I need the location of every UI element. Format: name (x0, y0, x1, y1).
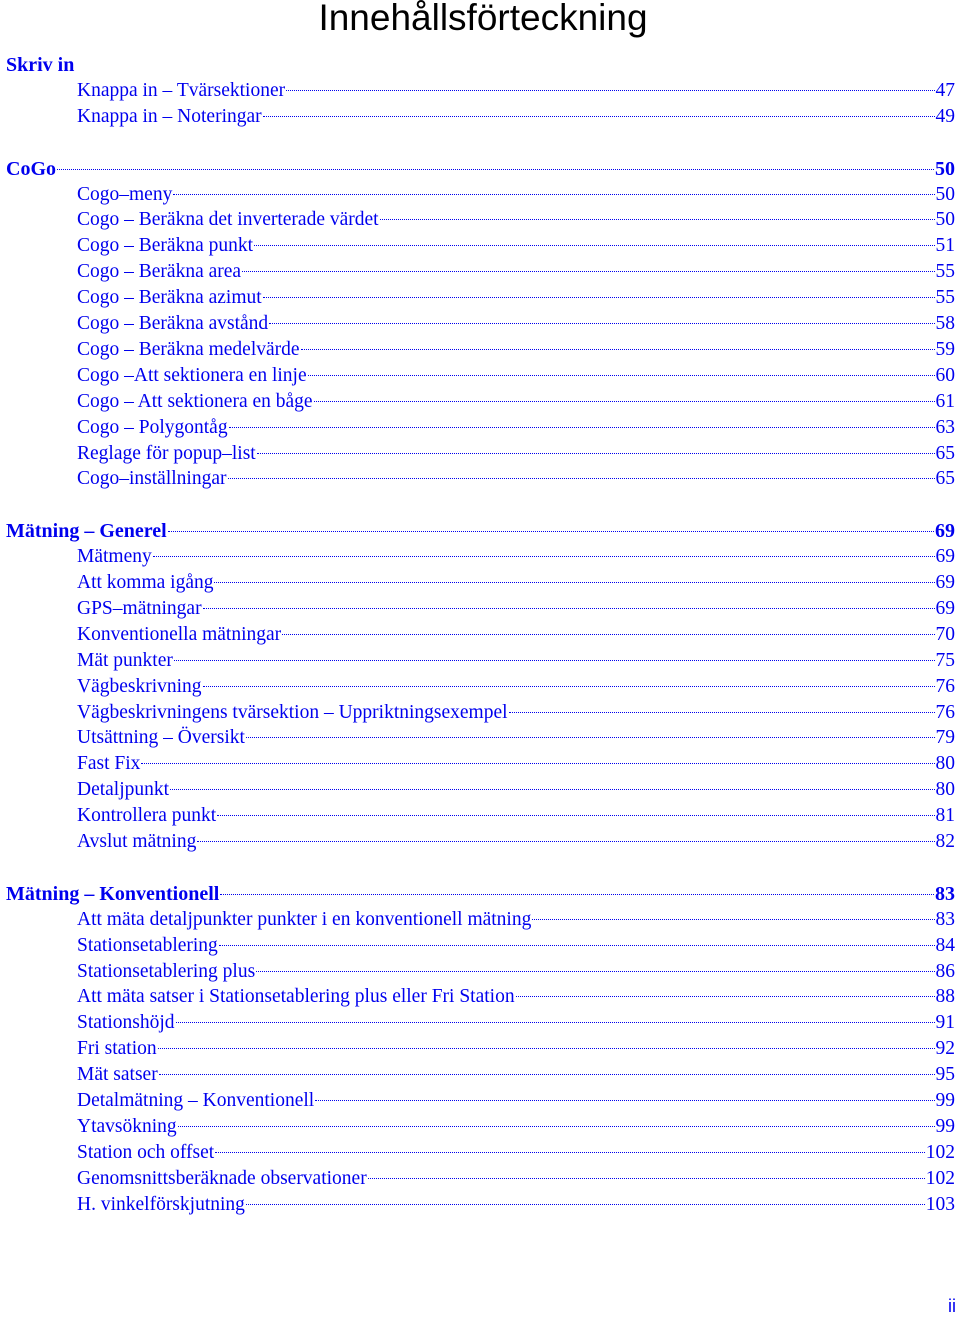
toc-entry-page: 58 (935, 313, 955, 334)
toc-entry-page: 50 (935, 158, 955, 180)
toc-leader-dots (197, 841, 934, 842)
toc-entry[interactable] (77, 700, 955, 726)
toc-section-entry[interactable] (6, 156, 955, 182)
toc-leader-dots (516, 996, 935, 997)
toc-entry[interactable] (77, 78, 955, 104)
toc-entry[interactable] (77, 907, 955, 933)
toc-leader-dots (315, 1100, 934, 1101)
toc-entry[interactable] (77, 674, 955, 700)
toc-entry[interactable] (77, 104, 955, 130)
toc-entry-page: 70 (935, 624, 955, 645)
toc-entry-page: 79 (935, 727, 955, 748)
toc-entry[interactable] (77, 389, 955, 415)
toc-leader-dots (380, 219, 935, 220)
toc-leader-dots (257, 453, 935, 454)
toc-entry[interactable] (77, 829, 955, 855)
toc-entry-title: Stationsetablering plus (77, 961, 256, 982)
toc-leader-dots (308, 375, 935, 376)
toc-entry-page: 51 (935, 235, 955, 256)
toc-entry-title: CoGo (6, 158, 56, 180)
toc-entry-title: Cogo – Beräkna punkt (77, 235, 254, 256)
toc-leader-dots (203, 608, 935, 609)
toc-leader-dots (176, 1022, 935, 1023)
toc-entry-page: 99 (935, 1116, 955, 1137)
toc-entry-title: Stationsetablering (77, 935, 218, 956)
toc-entry[interactable] (77, 441, 955, 467)
toc-entry-page: 75 (935, 650, 955, 671)
page-title: Innehållsförteckning (318, 0, 648, 38)
toc-leader-dots (263, 116, 935, 117)
toc-entry-page: 49 (935, 106, 955, 127)
toc-entry-page: 80 (935, 779, 955, 800)
toc-entry-title: Cogo – Beräkna avstånd (77, 313, 269, 334)
toc-entry[interactable] (77, 725, 955, 751)
toc-entry[interactable] (77, 648, 955, 674)
toc-leader-dots (269, 323, 934, 324)
toc-entry-page: 50 (935, 209, 955, 230)
toc-entry-page: 95 (935, 1064, 955, 1085)
toc-entry[interactable] (77, 415, 955, 441)
toc-entry[interactable] (77, 1192, 955, 1218)
toc-entry-title: Mät punkter (77, 650, 173, 671)
toc-entry-title: Cogo – Polygontåg (77, 417, 228, 438)
toc-leader-dots (254, 245, 934, 246)
toc-entry[interactable] (77, 1036, 955, 1062)
toc-entry-title: Fri station (77, 1038, 157, 1059)
toc-entry-title: Mätning – Generel (6, 520, 167, 542)
toc-entry-page: 76 (935, 702, 955, 723)
toc-entry[interactable] (77, 1114, 955, 1140)
toc-entry-page: 83 (935, 883, 955, 905)
toc-entry-title: Vägbeskrivning (77, 676, 202, 697)
toc-entry[interactable] (77, 1062, 955, 1088)
toc-entry-page: 55 (935, 287, 955, 308)
toc-entry-title: Reglage för popup–list (77, 443, 256, 464)
toc-entry-page: 103 (925, 1194, 955, 1215)
toc-leader-dots (203, 686, 935, 687)
toc-leader-dots (153, 556, 935, 557)
toc-entry-page: 83 (935, 909, 955, 930)
toc-leader-dots (214, 582, 934, 583)
toc-entry-page: 82 (935, 831, 955, 852)
toc-leader-dots (246, 1204, 925, 1205)
toc-entry-page: 99 (935, 1090, 955, 1111)
toc-leader-dots (168, 531, 934, 532)
toc-entry-page: 69 (935, 572, 955, 593)
toc-section-entry[interactable] (6, 881, 955, 907)
toc-section-entry[interactable] (6, 518, 955, 544)
toc-leader-dots (158, 1048, 935, 1049)
toc-leader-dots (286, 90, 934, 91)
toc-entry-title: Station och offset (77, 1142, 215, 1163)
toc-entry-page: 91 (935, 1012, 955, 1033)
toc-entry[interactable] (77, 182, 955, 208)
toc-entry[interactable] (77, 777, 955, 803)
toc-entry-title: Cogo–meny (77, 184, 173, 205)
toc-entry-title: Mät satser (77, 1064, 158, 1085)
toc-entry-page: 88 (935, 986, 955, 1007)
toc-entry-page: 92 (935, 1038, 955, 1059)
toc-entry-title: Konventionella mätningar (77, 624, 282, 645)
toc-entry-page: 102 (925, 1142, 955, 1163)
toc-leader-dots (301, 349, 935, 350)
toc-entry-title: Att mäta detaljpunkter punkter i en konventionell mätning (77, 909, 532, 930)
toc-leader-dots (256, 971, 934, 972)
toc-entry[interactable] (77, 803, 955, 829)
toc-entry-page: 84 (935, 935, 955, 956)
toc-entry-page: 69 (935, 546, 955, 567)
toc-entry-page: 102 (925, 1168, 955, 1189)
toc-entry-title: Fast Fix (77, 753, 141, 774)
toc-leader-dots (314, 401, 935, 402)
toc-entry[interactable] (77, 959, 955, 985)
toc-entry-title: Cogo – Att sektionera en båge (77, 391, 313, 412)
toc-leader-dots (215, 1152, 925, 1153)
toc-entry-page: 55 (935, 261, 955, 282)
toc-entry-title: Ytavsökning (77, 1116, 177, 1137)
toc-entry-title: Avslut mätning (77, 831, 197, 852)
toc-entry-title: Cogo –Att sektionera en linje (77, 365, 307, 386)
toc-entry[interactable] (77, 337, 955, 363)
toc-leader-dots (263, 297, 935, 298)
toc-entry[interactable] (77, 259, 955, 285)
toc-entry[interactable] (77, 466, 955, 492)
toc-entry-title: Knappa in – Tvärsektioner (77, 80, 286, 101)
toc-entry-page: 61 (935, 391, 955, 412)
toc-entry-page: 60 (935, 365, 955, 386)
toc-entry-title: Detaljpunkt (77, 779, 170, 800)
toc-leader-dots (220, 894, 934, 895)
toc-leader-dots (219, 945, 935, 946)
page-number: ii (948, 1296, 956, 1316)
toc-entry[interactable] (77, 596, 955, 622)
toc-leader-dots (509, 712, 935, 713)
toc-entry[interactable] (77, 984, 955, 1010)
toc-entry-title: Detalmätning – Konventionell (77, 1090, 315, 1111)
toc-entry[interactable] (77, 1166, 955, 1192)
toc-leader-dots (159, 1074, 935, 1075)
toc-entry-title: Cogo – Beräkna area (77, 261, 242, 282)
toc-entry[interactable] (77, 207, 955, 233)
toc-group-heading[interactable]: Skriv in (6, 54, 75, 76)
toc-entry-title: Mätning – Konventionell (6, 883, 220, 905)
toc-leader-dots (228, 478, 935, 479)
toc-entry[interactable] (77, 622, 955, 648)
toc-entry[interactable] (77, 570, 955, 596)
toc-leader-dots (368, 1178, 925, 1179)
toc-entry-page: 65 (935, 443, 955, 464)
toc-entry-title: Cogo–inställningar (77, 468, 227, 489)
toc-entry-page: 69 (935, 598, 955, 619)
toc-entry-title: Cogo – Beräkna medelvärde (77, 339, 300, 360)
toc-entry-title: Att komma igång (77, 572, 214, 593)
toc-entry-title: Cogo – Beräkna det inverterade värdet (77, 209, 379, 230)
toc-entry-page: 69 (935, 520, 955, 542)
toc-entry-title: Mätmeny (77, 546, 152, 567)
toc-entry[interactable] (77, 285, 955, 311)
toc-entry-page: 59 (935, 339, 955, 360)
toc-entry-page: 63 (935, 417, 955, 438)
toc-entry-title: Kontrollera punkt (77, 805, 217, 826)
toc-entry[interactable] (77, 1010, 955, 1036)
toc-entry-page: 76 (935, 676, 955, 697)
toc-entry-page: 81 (935, 805, 955, 826)
toc-entry-title: Vägbeskrivningens tvärsektion – Uppriktningsexempel (77, 702, 508, 723)
toc-entry-title: GPS–mätningar (77, 598, 202, 619)
toc-leader-dots (246, 737, 935, 738)
toc-entry-title: Genomsnittsberäknade observationer (77, 1168, 367, 1189)
toc-entry-title: Cogo – Beräkna azimut (77, 287, 262, 308)
toc-leader-dots (282, 634, 934, 635)
toc-leader-dots (242, 271, 934, 272)
toc-entry[interactable] (77, 751, 955, 777)
toc-leader-dots (173, 194, 934, 195)
toc-leader-dots (57, 169, 934, 170)
toc-entry[interactable] (77, 363, 955, 389)
toc-entry-title: Utsättning – Översikt (77, 727, 245, 748)
toc-leader-dots (217, 815, 934, 816)
toc-entry-page: 65 (935, 468, 955, 489)
toc-leader-dots (532, 919, 934, 920)
toc-leader-dots (178, 1126, 935, 1127)
toc-entry[interactable] (77, 544, 955, 570)
toc-entry-title: H. vinkelförskjutning (77, 1194, 245, 1215)
toc-entry[interactable] (77, 311, 955, 337)
toc-entry-page: 47 (935, 80, 955, 101)
toc-entry-page: 86 (935, 961, 955, 982)
toc-leader-dots (170, 789, 934, 790)
toc-entry-page: 80 (935, 753, 955, 774)
toc-entry[interactable] (77, 1088, 955, 1114)
toc-entry-title: Stationshöjd (77, 1012, 175, 1033)
toc-entry[interactable] (77, 1140, 955, 1166)
toc-entry-title: Att mäta satser i Stationsetablering plus eller Fri Station (77, 986, 515, 1007)
toc-entry[interactable] (77, 233, 955, 259)
toc-leader-dots (174, 660, 935, 661)
toc-entry[interactable] (77, 933, 955, 959)
toc-entry-page: 50 (935, 184, 955, 205)
toc-leader-dots (229, 427, 935, 428)
toc-entry-title: Knappa in – Noteringar (77, 106, 262, 127)
toc-leader-dots (141, 763, 934, 764)
